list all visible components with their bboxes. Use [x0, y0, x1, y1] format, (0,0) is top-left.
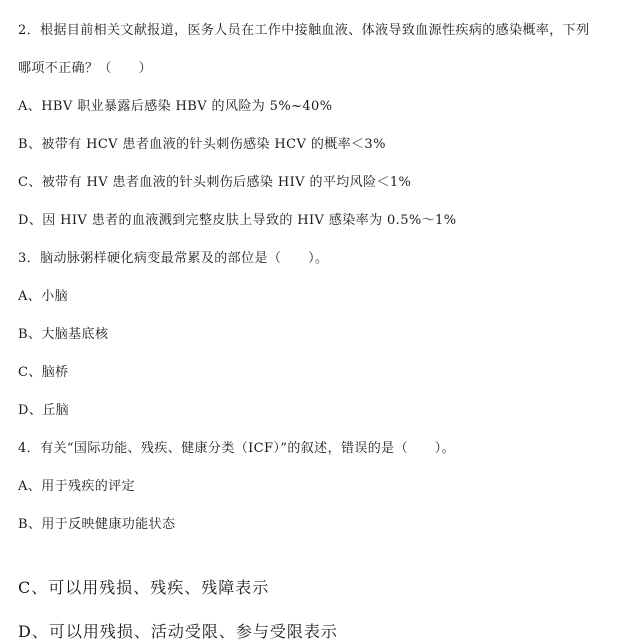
question-4-option-a: A、用于残疾的评定 — [18, 479, 135, 494]
question-2-option-c: C、被带有 HV 患者血液的针头刺伤后感染 HIV 的平均风险＜1% — [18, 175, 412, 190]
question-4-stem: 4．有关“国际功能、残疾、健康分类（ICF）”的叙述，错误的是（ ）。 — [18, 441, 456, 456]
question-3-option-d: D、丘脑 — [18, 403, 70, 418]
question-4-option-b: B、用于反映健康功能状态 — [18, 517, 176, 532]
question-2-stem-line-2: 哪项不正确？（ ） — [18, 61, 153, 76]
question-3-option-b: B、大脑基底核 — [18, 327, 109, 342]
question-3-option-c: C、脑桥 — [18, 365, 69, 380]
question-2-option-a: A、HBV 职业暴露后感染 HBV 的风险为 5%~40% — [18, 99, 333, 114]
question-2-option-b: B、被带有 HCV 患者血液的针头刺伤感染 HCV 的概率＜3% — [18, 137, 386, 152]
question-3-option-a: A、小脑 — [18, 289, 68, 304]
question-4-option-c: C、可以用残损、残疾、残障表示 — [18, 578, 270, 597]
question-3-stem: 3．脑动脉粥样硬化病变最常累及的部位是（ ）。 — [18, 251, 329, 266]
question-4-option-d: D、可以用残损、活动受限、参与受限表示 — [18, 622, 338, 641]
question-2-stem-line-1: 2．根据目前相关文献报道，医务人员在工作中接触血液、体液导致血源性疾病的感染概率，下列 — [18, 23, 590, 38]
question-2-option-d: D、因 HIV 患者的血液溅到完整皮肤上导致的 HIV 感染率为 0.5%～1% — [18, 213, 457, 228]
